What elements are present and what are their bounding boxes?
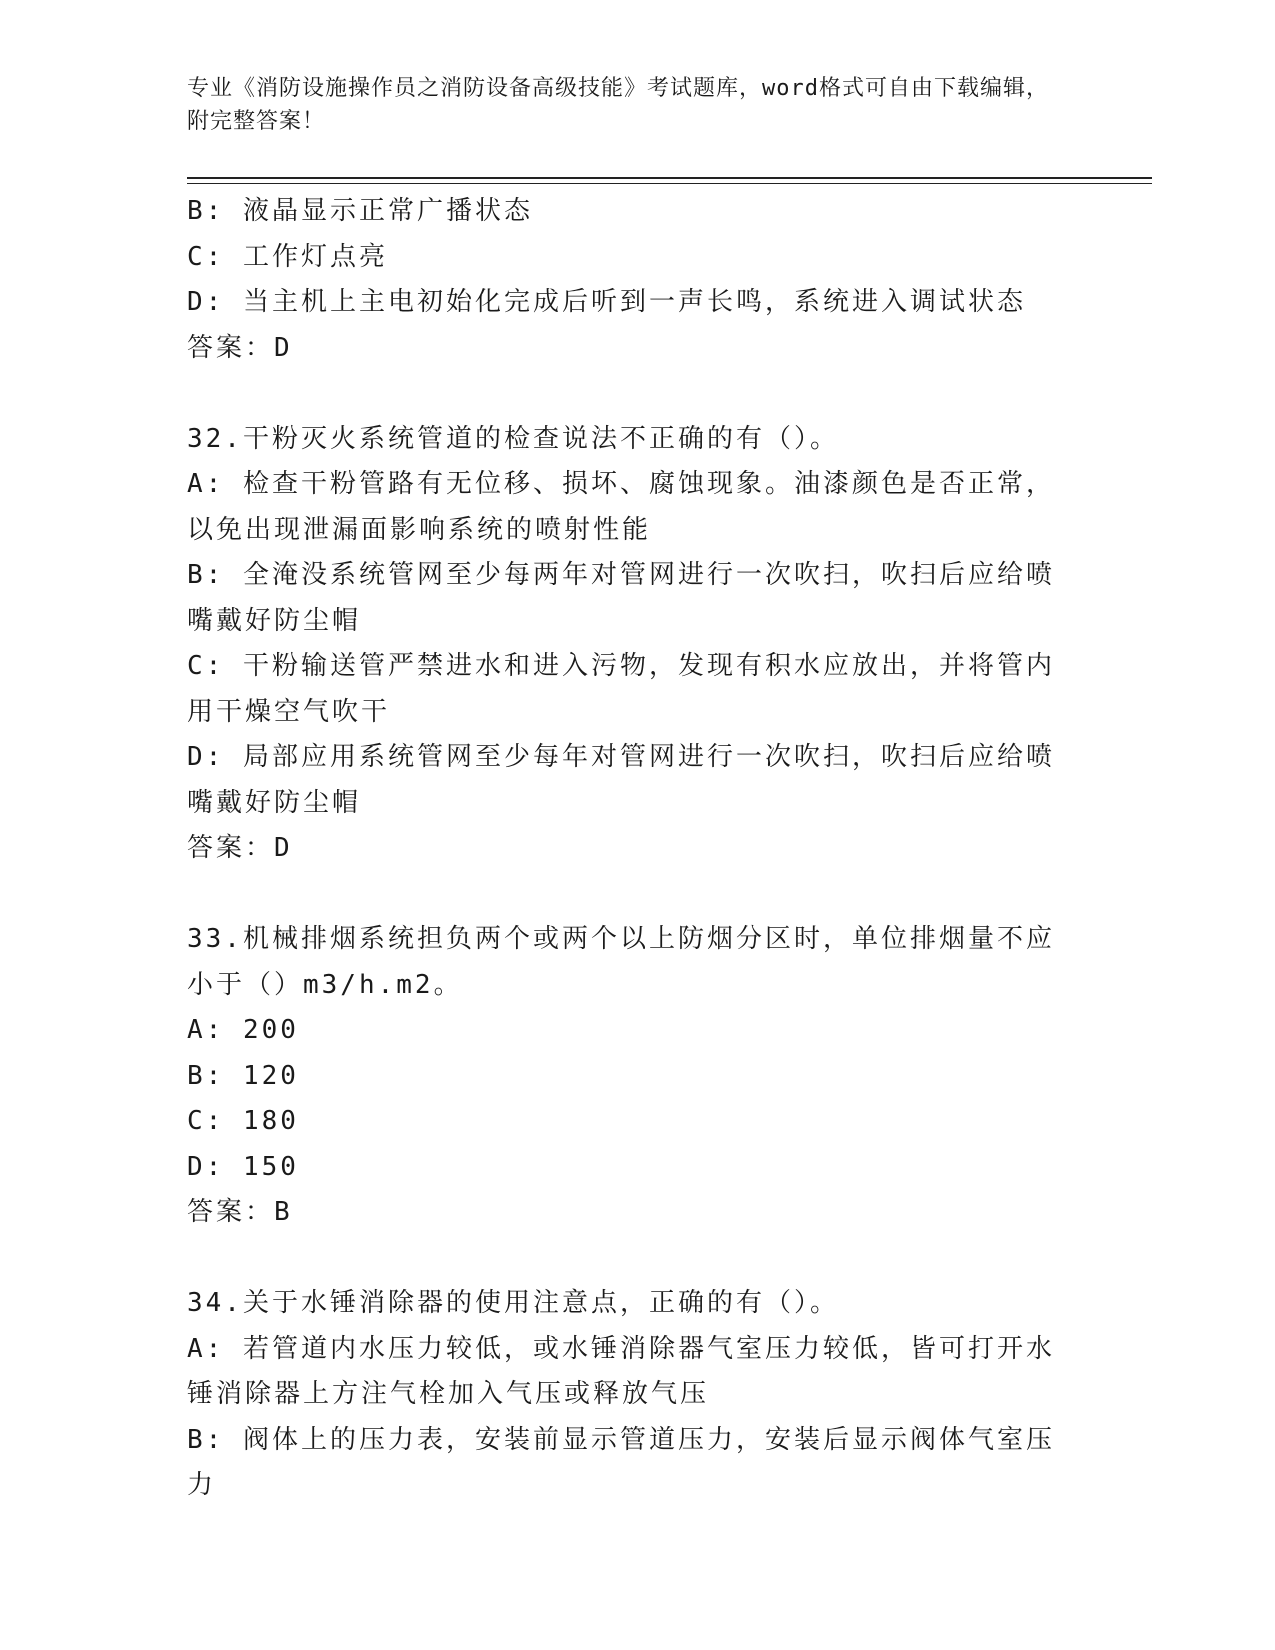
spacer [187, 371, 1067, 417]
answer-label: 答案： [187, 1197, 275, 1227]
option-b: B: 液晶显示正常广播状态 [187, 196, 533, 226]
answer-line [187, 326, 1067, 372]
option-d: D: 当主机上主电初始化完成后听到一声长鸣，系统进入调试状态 [187, 287, 1026, 317]
question-stem: 33.机械排烟系统担负两个或两个以上防烟分区时，单位排烟量不应小于（）m3/h.m2。 [187, 924, 1055, 1000]
answer-line [187, 826, 1067, 872]
answer-line [187, 1190, 1067, 1236]
question-block-33 [187, 917, 1067, 1236]
option-d: D: 局部应用系统管网至少每年对管网进行一次吹扫，吹扫后应给喷嘴戴好防尘帽 [187, 742, 1055, 818]
spacer [187, 1236, 1067, 1282]
answer-value: D [274, 332, 293, 363]
spacer [187, 872, 1067, 918]
question-stem: 32.干粉灭火系统管道的检查说法不正确的有（）。 [187, 423, 839, 454]
header-intro: 专业《消防设施操作员之消防设备高级技能》考试题库，word格式可自由下载编辑，附完整答案！ [187, 76, 1049, 134]
question-block-34 [187, 1281, 1067, 1509]
question-block-31-continued [187, 189, 1067, 371]
option-c: C: 干粉输送管严禁进水和进入污物，发现有积水应放出，并将管内用干燥空气吹干 [187, 651, 1055, 727]
option-a: A: 200 [187, 1015, 299, 1045]
answer-label: 答案： [187, 833, 275, 863]
option-c: C: 工作灯点亮 [187, 241, 388, 272]
option-a: A: 若管道内水压力较低，或水锤消除器气室压力较低，皆可打开水锤消除器上方注气栓加入气压或释放气压 [187, 1333, 1055, 1409]
question-list [187, 189, 1067, 1509]
question-block-32 [187, 417, 1067, 872]
header-divider-thick [187, 177, 1152, 179]
option-b: B: 全淹没系统管网至少每两年对管网进行一次吹扫，吹扫后应给喷嘴戴好防尘帽 [187, 560, 1055, 636]
question-stem: 34.关于水锤消除器的使用注意点，正确的有（）。 [187, 1288, 839, 1318]
option-c: C: 180 [187, 1106, 299, 1136]
header-divider-thin [187, 183, 1152, 184]
option-d: D: 150 [187, 1151, 299, 1182]
option-b: B: 阀体上的压力表，安装前显示管道压力，安装后显示阀体气室压力 [187, 1424, 1055, 1500]
option-a: A: 检查干粉管路有无位移、损坏、腐蚀现象。油漆颜色是否正常，以免出现泄漏面影响系统的喷射性能 [187, 469, 1055, 545]
answer-value: B [274, 1197, 293, 1227]
answer-label: 答案： [187, 332, 275, 363]
option-b: B: 120 [187, 1060, 299, 1091]
answer-value: D [274, 833, 293, 863]
